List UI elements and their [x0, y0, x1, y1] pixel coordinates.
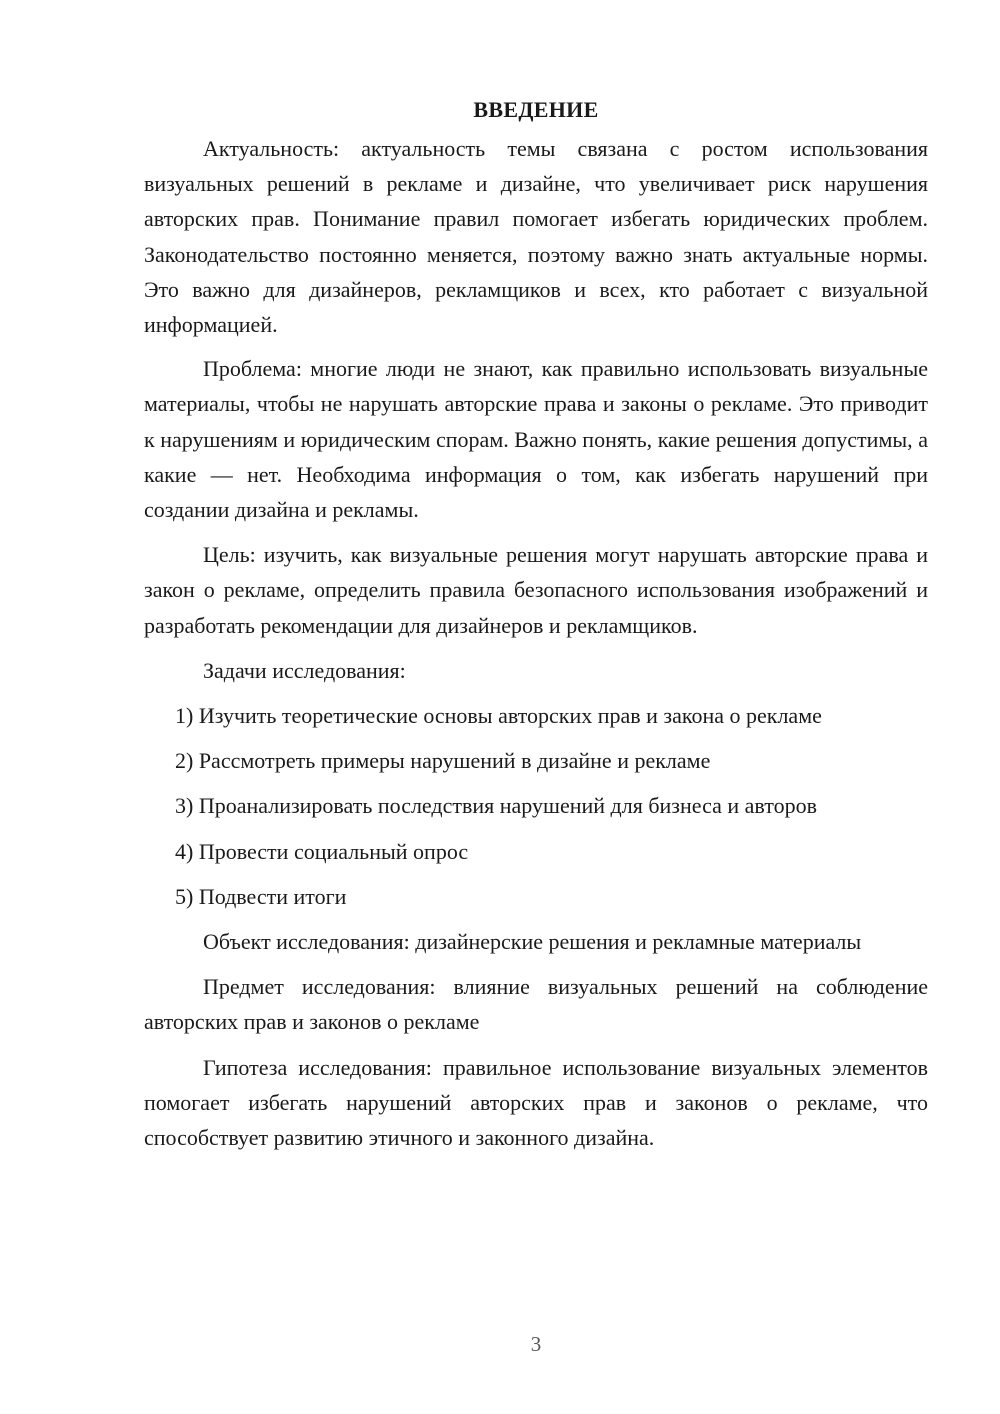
paragraph-goal: Цель: изучить, как визуальные решения могут нарушать авторские права и закон о рекламе, определить правила безопасного использования изображений и разработать рекомендации для дизайнеров и рекламщиков. [144, 542, 928, 638]
paragraph-object: Объект исследования: дизайнерские решения и рекламные материалы [203, 929, 862, 955]
tasks-title: Задачи исследования: [203, 657, 406, 683]
task-item-4: 4) Провести социальный опрос [175, 838, 469, 864]
paragraph-relevance: Актуальность: актуальность темы связана с ростом использования визуальных решений в рекламе и дизайне, что увеличивает риск нарушения авторских прав. Понимание правил помогает избегать юридических проблем. Законодательство постоянно меняется, поэтому важно знать актуальные нормы. Это важно для дизайнеров, рекламщиков и всех, кто работает с визуальной информацией. [144, 136, 928, 338]
task-item-1: 1) Изучить теоретические основы авторских прав и закона о рекламе [175, 703, 822, 729]
paragraph-problem: Проблема: многие люди не знают, как правильно использовать визуальные материалы, чтобы не нарушать авторские права и законы о рекламе. Это приводит к нарушениям и юридическим спорам. Важно понять, какие решения допустимы, а какие — нет. Необходима информация о том, как избегать нарушений при создании дизайна и рекламы. [144, 356, 928, 523]
document-page [144, 92, 928, 1165]
paragraph-hypothesis: Гипотеза исследования: правильное использование визуальных элементов помогает избегать нарушений авторских прав и законов о рекламе, что способствует развитию этичного и законного дизайна. [144, 1054, 928, 1151]
task-item-2: 2) Рассмотреть примеры нарушений в дизайне и рекламе [175, 748, 711, 774]
paragraph-subject: Предмет исследования: влияние визуальных решений на соблюдение авторских прав и законов о рекламе [144, 974, 928, 1035]
page-number: 3 [530, 1332, 542, 1356]
task-item-3: 3) Проанализировать последствия нарушений для бизнеса и авторов [175, 793, 817, 819]
section-heading: ВВЕДЕНИЕ [473, 97, 599, 122]
task-item-5: 5) Подвести итоги [175, 883, 347, 909]
